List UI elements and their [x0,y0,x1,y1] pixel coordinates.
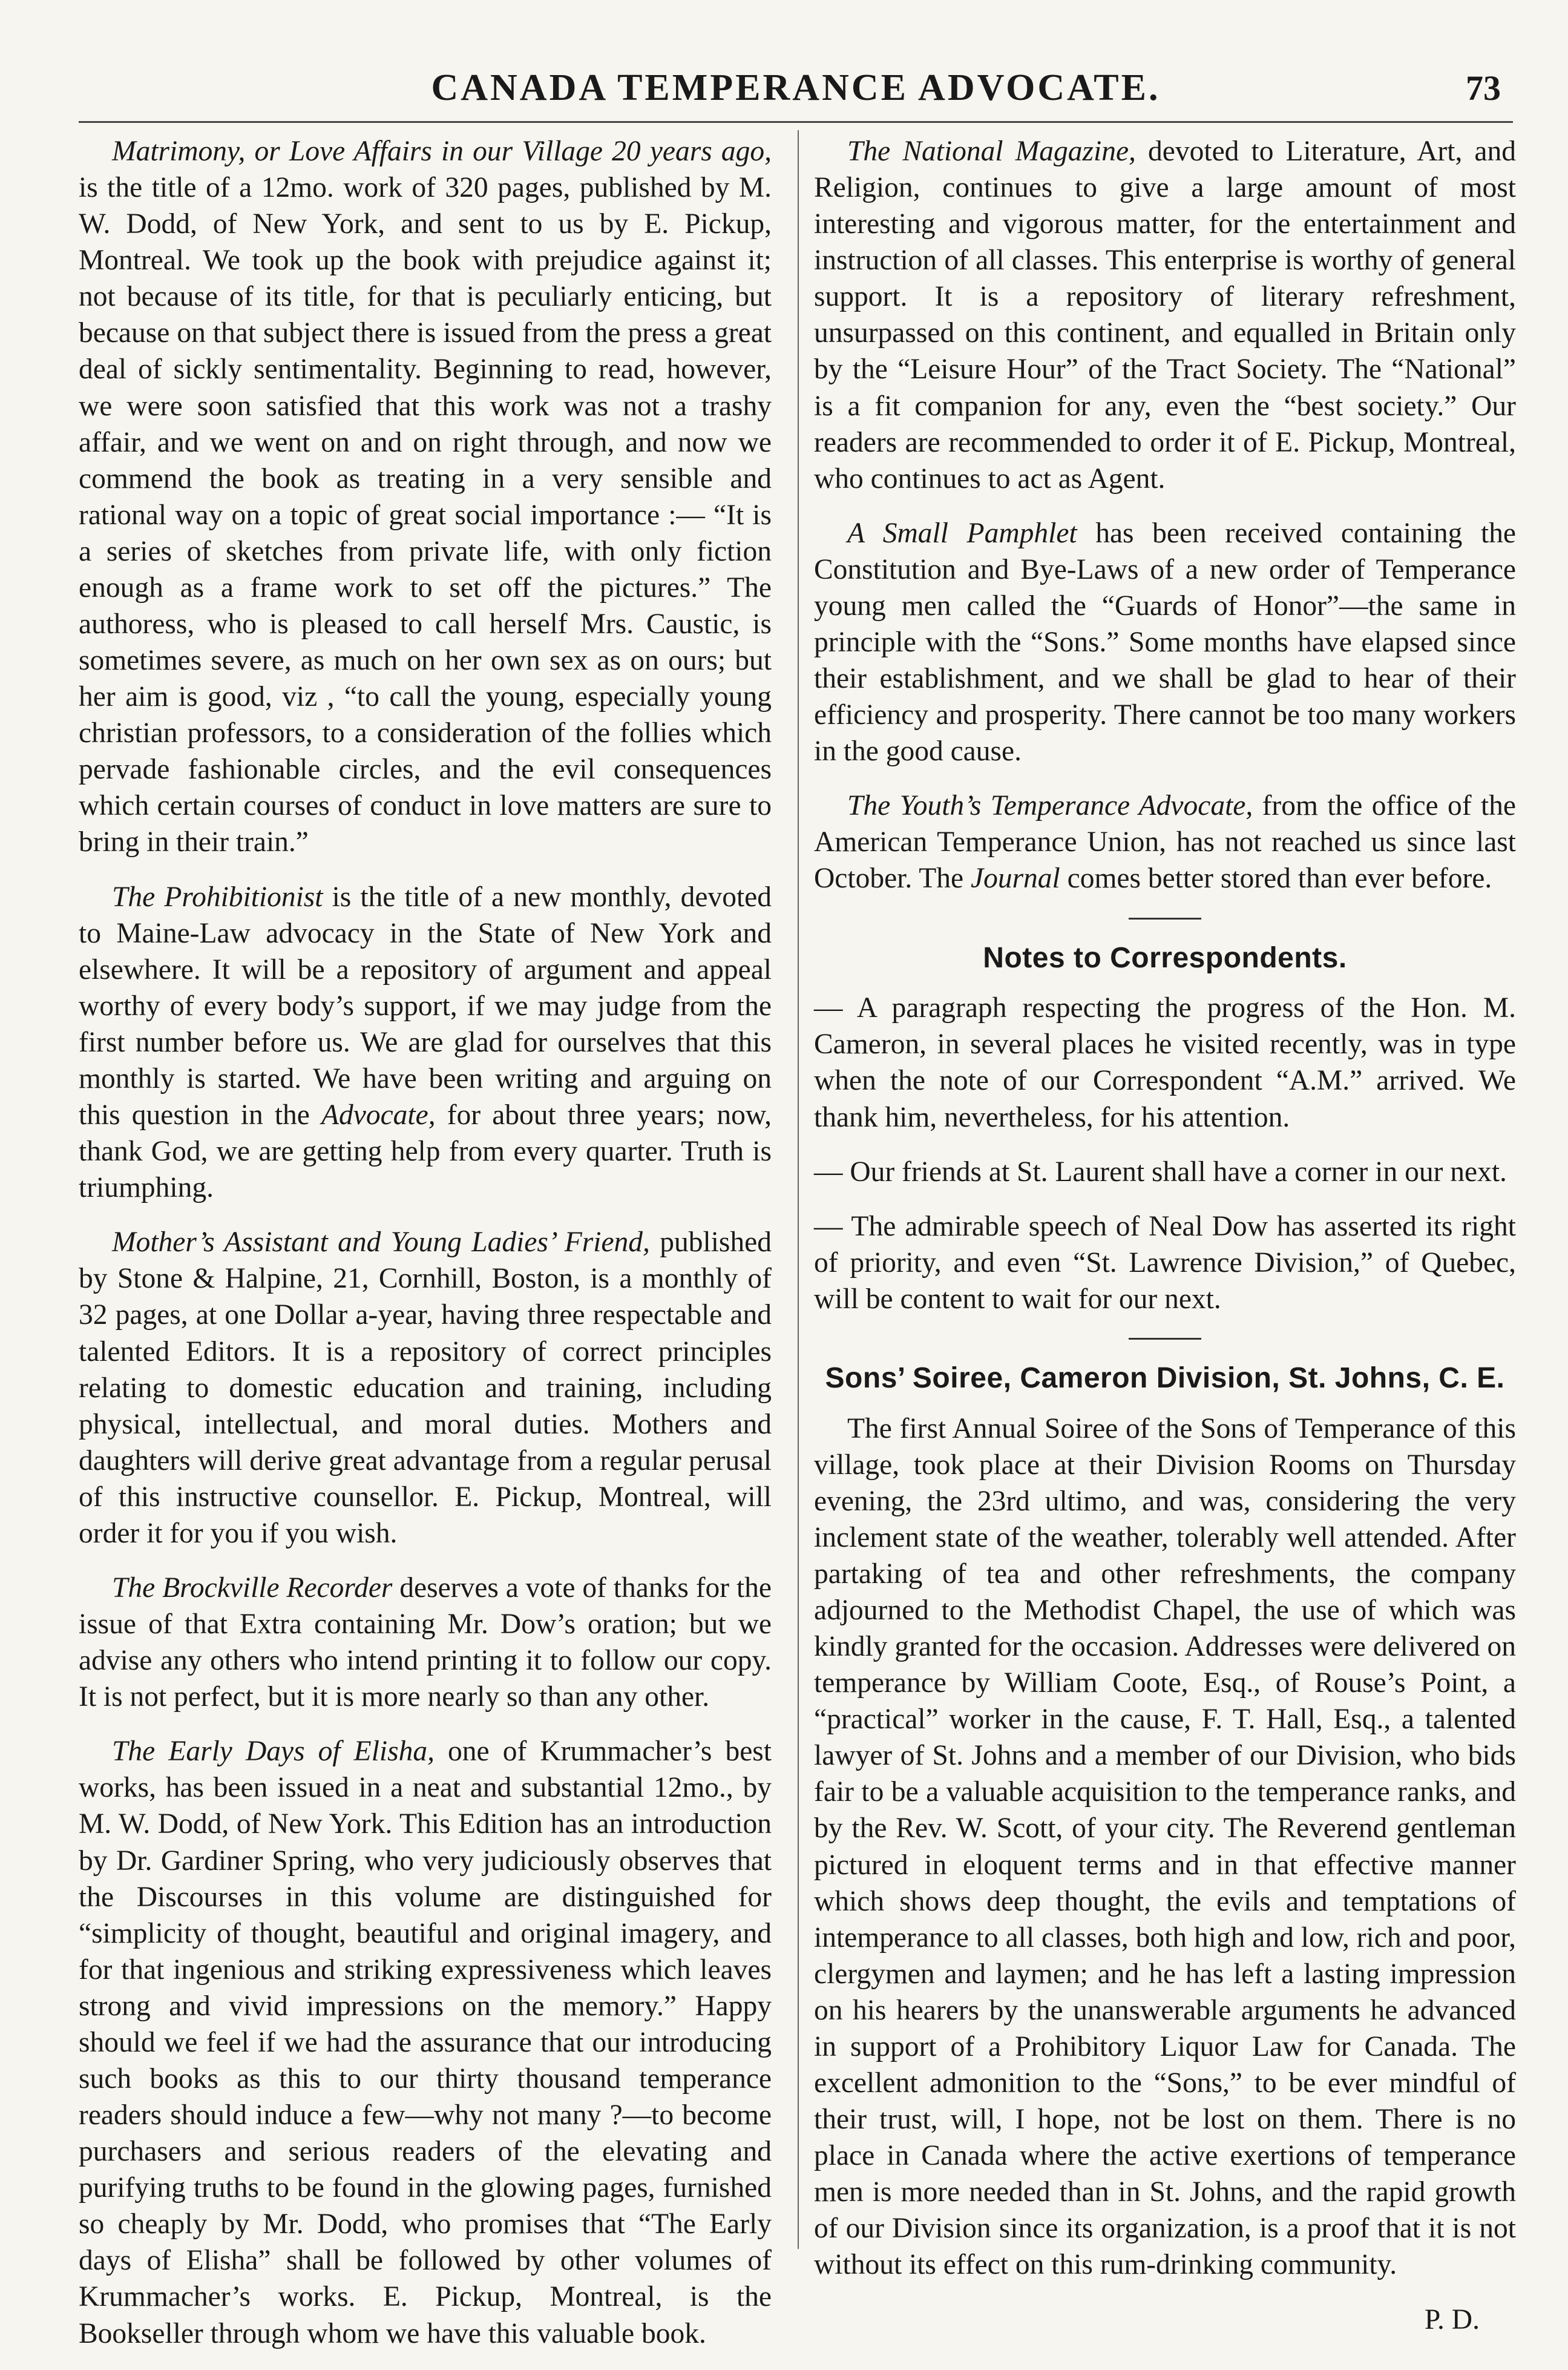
section-divider [1129,1338,1201,1340]
article-body: devoted to Literature, Art, and Religion, continues to give a large amount of most interesting and vigorous matter, for the entertainment and instruction of all classes. This enterprise is worthy of general support. It is a repository of literary refreshment, unsurpassed on this continent, and equalled in Britain only by the “Leisure Hour” of the Tract Society. The “National” is a fit companion for any, even the “best society.” Our readers are recommended to order it of E. Pickup, Montreal, who continues to act as Agent. [814,136,1516,495]
article-emphasis: Advocate, [321,1099,436,1131]
article-matrimony [79,133,772,861]
article-body: is the title of a new monthly, devoted to Maine-Law advocacy in the State of New York and elsewhere. It will be a repository of argument and appeal worthy of every body’s support, if we may judge from the first number before us. We are glad for ourselves that this monthly is started. We have been writing and arguing on this question in the [79,881,772,1131]
section-divider [1129,918,1201,920]
note-item: — The admirable speech of Neal Dow has asserted its right of priority, and even “St. Lawrence Division,” of Quebec, will be content to wait for our next. [814,1210,1516,1315]
article-youths-advocate [814,788,1516,897]
article-body-tail: comes better stored than ever before. [1060,863,1492,895]
article-title: The Brockville Recorder [112,1572,393,1604]
page-title: CANADA TEMPERANCE ADVOCATE. [431,67,1161,108]
article-title: Matrimony, or Love Affairs in our Village 20 years ago, [112,136,772,167]
article-body-tail: for about three years; now, thank God, we are getting help from every quarter. Truth is triumphing. [79,1099,772,1204]
page-number: 73 [1466,68,1501,108]
article-title: The Early Days of Elisha, [112,1736,435,1768]
article-body: has been received containing the Constitution and Bye-Laws of a new order of Temperance young men called the “Guards of Honor”—the same in principle with the “Sons.” Some months have elapsed since their establishment, and we shall be glad to hear of their efficiency and prosperity. There cannot be too many workers in the good cause. [814,517,1516,768]
note-item: — A paragraph respecting the progress of the Hon. M. Cameron, in several places he visited recently, was in type when the note of our Correspondent “A.M.” arrived. We thank him, nevertheless, for his attention. [814,992,1516,1133]
left-column [79,133,772,2370]
article-prohibitionist [79,879,772,1206]
article-early-days-elisha [79,1733,772,2351]
note-item: — Our friends at St. Laurent shall have a corner in our next. [814,1156,1507,1188]
article-emphasis: Journal [970,863,1060,895]
article-title: The National Magazine, [847,136,1136,167]
right-column [814,133,1516,2356]
article-title: A Small Pamphlet [847,517,1077,549]
article-body: deserves a vote of thanks for the issue of that Extra containing Mr. Dow’s oration; but we advise any others who intend printing it to follow our copy. It is not perfect, but it is more nearly so than any other. [79,1572,772,1713]
page-header [79,67,1513,115]
soiree-body: The first Annual Soiree of the Sons of Temperance of this village, took place at their Division Rooms on Thursday evening, the 23rd ultimo, and was, considering the very inclement state of the weather, tolerably well attended. After partaking of tea and other refreshments, the company adjourned to the Methodist Chapel, the use of which was kindly granted for the occasion. Addresses were delivered on temperance by William Coote, Esq., of Rouse’s Point, a “practical” worker in the cause, F. T. Hall, Esq., a talented lawyer of St. Johns and a member of our Division, who bids fair to be a valuable acquisition to the temperance ranks, and by the Rev. W. Scott, of your city. The Reverend gentleman pictured in eloquent terms and in that effective manner which shows deep thought, the evils and temptations of intemperance to all classes, both high and low, rich and poor, clergymen and laymen; and he has left a lasting impression on his hearers by the unanswerable arguments he advanced in support of a Prohibitory Liquor Law for Canada. The excellent admonition to the “Sons,” to be ever mindful of their trust, will, I hope, not be lost on them. There is no place in Canada where the active exertions of temperance men is more needed than in St. Johns, and the rapid growth of our Division since its organization, is a proof that it is not without its effect on this rum-drinking community. [814,1412,1516,2281]
article-body: one of Krummacher’s best works, has been issued in a neat and substantial 12mo., by M. W. Dodd, of New York. This Edition has an introduction by Dr. Gardiner Spring, who very judiciously observes that the Discourses in this volume are distinguished for “simplicity of thought, beautiful and original imagery, and for that ingenious and striking expressiveness which leaves strong and vivid impressions on the memory.” Happy should we feel if we had the assurance that our introducing such books as this to our thirty thousand temperance readers should induce a few—why not many ?—to become purchasers and serious readers of the elevating and purifying truths to be found in the glowing pages, furnished so cheaply by Mr. Dodd, who promises that “The Early days of Elisha” shall be followed by other volumes of Krummacher’s works. E. Pickup, Montreal, is the Bookseller through whom we have this valuable book. [79,1736,772,2349]
signature: P. D. [1424,2303,1480,2335]
article-mothers-assistant [79,1224,772,1552]
header-rule [79,121,1513,123]
article-title: The Youth’s Temperance Advocate, [847,790,1253,822]
column-divider [798,130,799,2249]
article-body: is the title of a 12mo. work of 320 pages, published by M. W. Dodd, of New York, and sent to us by E. Pickup, Montreal. We took up the book with prejudice against it; not because of its title, for that is peculiarly enticing, but because on that subject there is issued from the press a great deal of sickly sentimentality. Beginning to read, however, we were soon satisfied that this work was not a trashy affair, and we went on and on right through, and now we commend the book as treating in a very sensible and rational way on a topic of great social importance :— “It is a series of sketches from private life, with only fiction enough as a frame work to set off the pictures.” The authoress, who is pleased to call herself Mrs. Caustic, is sometimes severe, as much on her own sex as on ours; but her aim is good, viz , “to call the young, especially young christian professors, to a consideration of the follies which pervade fashionable circles, and the evil consequences which certain courses of conduct in love matters are sure to bring in their train.” [79,172,772,858]
article-national-magazine [814,133,1516,497]
notes-heading: Notes to Correspondents. [983,941,1347,974]
article-body: from the office of the American Temperance Union, has not reached us since last October. The [814,790,1516,895]
soiree-heading: Sons’ Soiree, Cameron Division, St. Johns, C. E. [825,1361,1505,1394]
article-brockville-recorder [79,1570,772,1715]
article-small-pamphlet [814,515,1516,770]
article-title: Mother’s Assistant and Young Ladies’ Friend, [112,1226,650,1259]
article-title: The Prohibitionist [112,881,323,913]
article-body: published by Stone & Halpine, 21, Cornhill, Boston, is a monthly of 32 pages, at one Dollar a-year, having three respectable and talented Editors. It is a repository of correct principles relating to domestic education and training, including physical, intellectual, and moral duties. Mothers and daughters will derive great advantage from a regular perusal of this instructive counsellor. E. Pickup, Montreal, will order it for you if you wish. [79,1226,772,1549]
